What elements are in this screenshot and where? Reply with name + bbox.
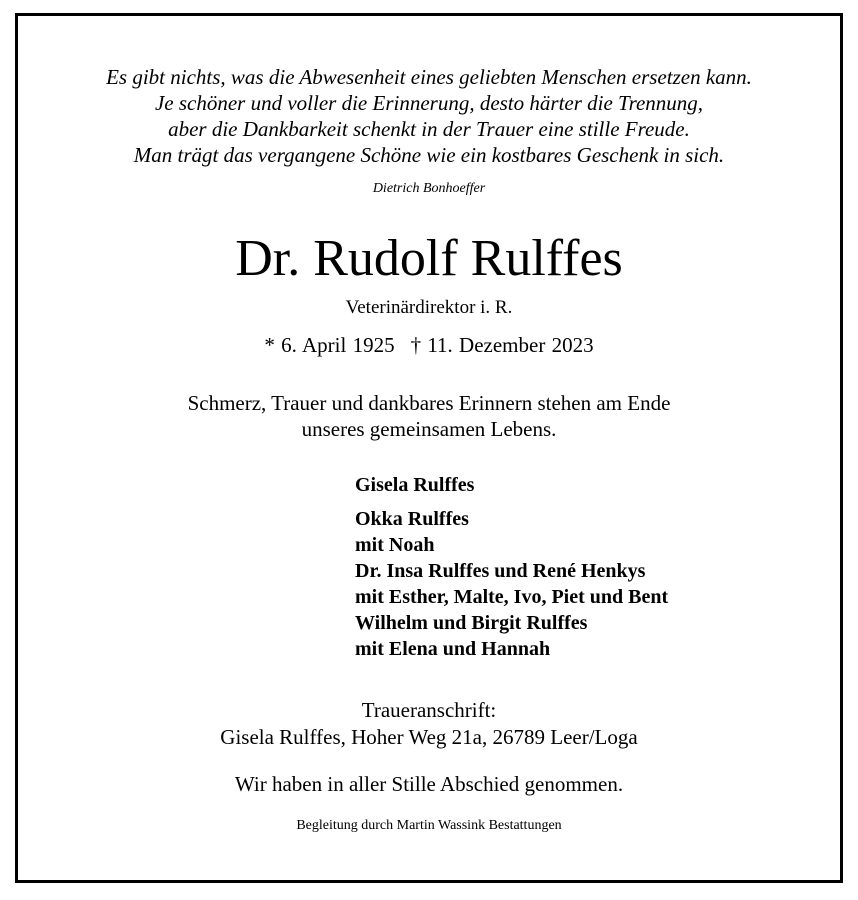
life-dates <box>0 333 858 358</box>
quote-author: Dietrich Bonhoeffer <box>372 181 486 196</box>
memorial-message <box>0 390 858 442</box>
address-text: Gisela Rulffes, Hoher Weg 21a, 26789 Leer/Loga <box>220 725 638 749</box>
family-members <box>355 506 668 662</box>
message-line: Schmerz, Trauer und dankbares Erinnern stehen am Ende <box>187 391 671 415</box>
mourning-address <box>0 697 858 751</box>
deceased-title: Veterinärdirektor i. R. <box>345 297 513 318</box>
funeral-home: Begleitung durch Martin Wassink Bestattungen <box>296 818 562 833</box>
quote-line: Es gibt nichts, was die Abwesenheit eines geliebten Menschen ersetzen kann. <box>106 65 752 89</box>
deceased-name: Dr. Rudolf Rulffes <box>235 230 623 287</box>
farewell-statement: Wir haben in aller Stille Abschied genommen. <box>234 772 624 796</box>
birth-date: * 6. April 1925 <box>264 333 395 357</box>
quote-line: aber die Dankbarkeit schenkt in der Trauer eine stille Freude. <box>168 117 690 141</box>
family-member: mit Elena und Hannah <box>355 638 551 660</box>
family-member: Okka Rulffes <box>355 508 469 530</box>
family-member: mit Esther, Malte, Ivo, Piet und Bent <box>355 586 669 608</box>
family-member: Dr. Insa Rulffes und René Henkys <box>355 560 646 582</box>
quote-line: Man trägt das vergangene Schöne wie ein kostbares Geschenk in sich. <box>133 143 725 167</box>
address-label: Traueranschrift: <box>361 698 497 722</box>
death-date: † 11. Dezember 2023 <box>410 333 594 357</box>
family-first: Gisela Rulffes <box>355 474 475 496</box>
quote-line: Je schöner und voller die Erinnerung, desto härter die Trennung, <box>154 91 704 115</box>
message-line: unseres gemeinsamen Lebens. <box>301 417 557 441</box>
family-member: Wilhelm und Birgit Rulffes <box>355 612 588 634</box>
family-member: mit Noah <box>355 534 435 556</box>
quote-block <box>0 64 858 168</box>
